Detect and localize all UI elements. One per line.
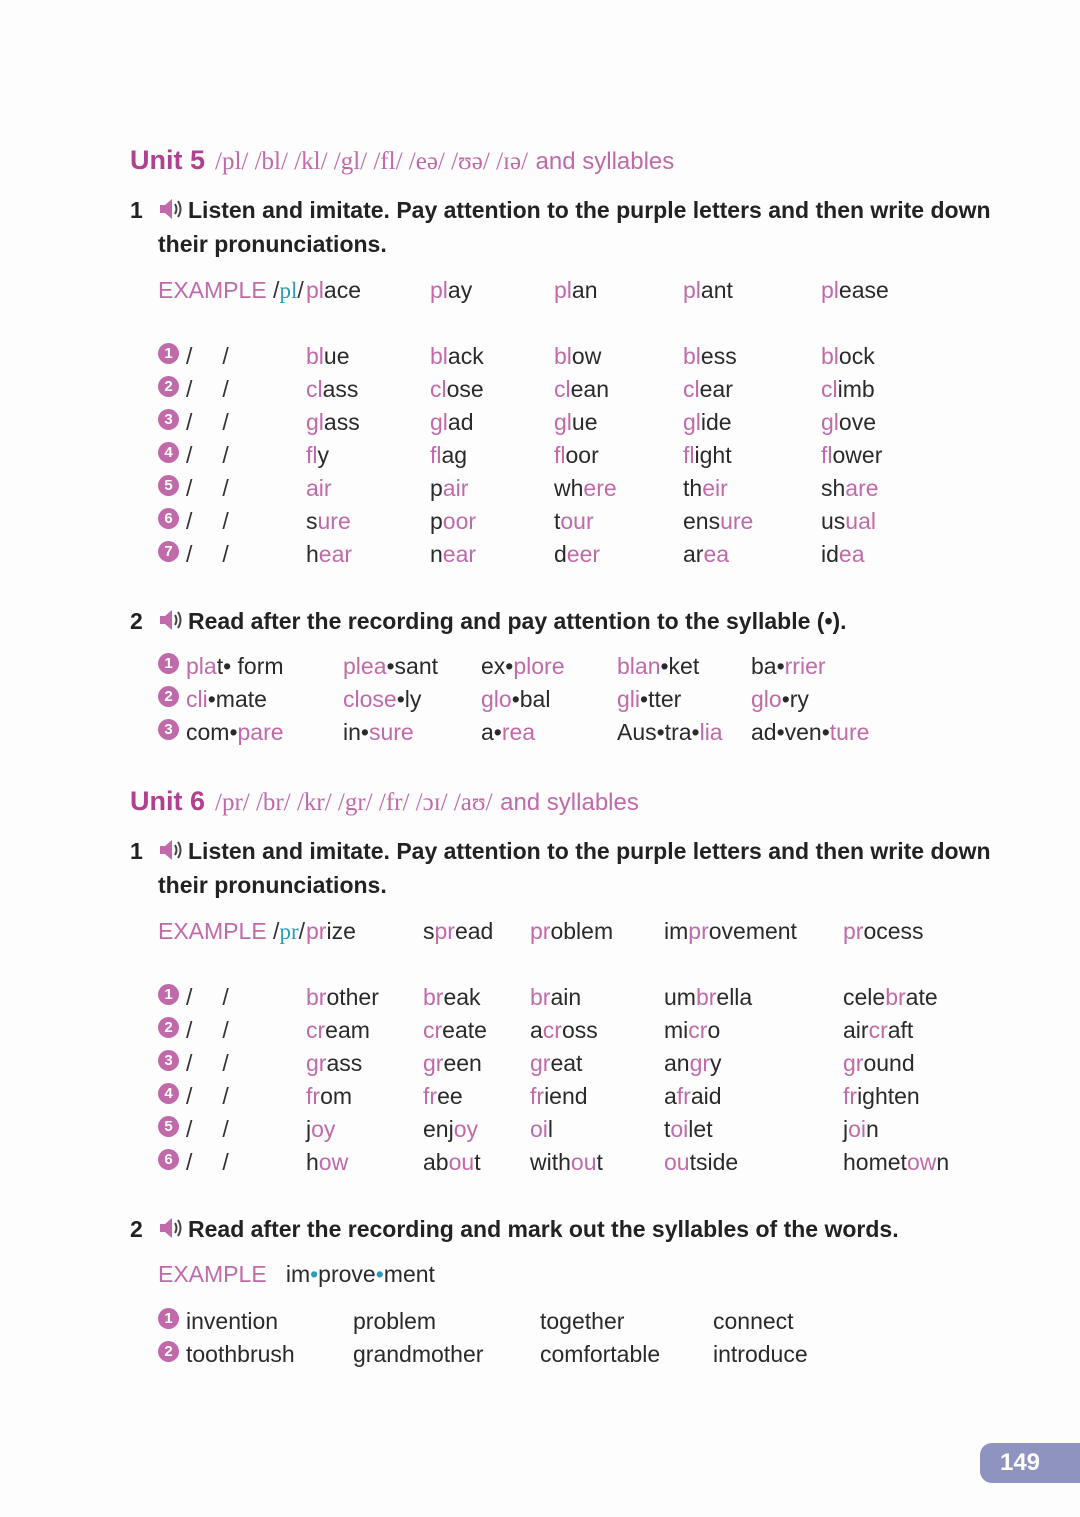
answer-slashes[interactable]: / / — [186, 508, 229, 534]
word: join — [843, 1116, 879, 1142]
item-number: 2 — [158, 1017, 185, 1039]
word: introduce — [713, 1341, 808, 1367]
answer-slashes[interactable]: / / — [186, 1017, 229, 1043]
word: afraid — [664, 1083, 722, 1109]
example-ipa: pr — [279, 919, 299, 944]
item-number: 1 — [158, 653, 185, 675]
word: plan — [554, 277, 598, 303]
word: ad•ven•ture — [751, 719, 870, 745]
task-number: 1 — [130, 197, 143, 223]
word: place — [306, 277, 361, 303]
word: glue — [554, 409, 598, 435]
item-number: 1 — [158, 1308, 185, 1330]
word: block — [821, 343, 875, 369]
unit5-ipa: /pl/ /bl/ /kl/ /gl/ /fl/ /eə/ /ʊə/ /ɪə/ — [215, 148, 529, 175]
word: free — [423, 1083, 463, 1109]
word: angry — [664, 1050, 722, 1076]
word: aircraft — [843, 1017, 914, 1043]
word: please — [821, 277, 889, 303]
word: ground — [843, 1050, 915, 1076]
word: invention — [186, 1308, 279, 1334]
answer-slashes[interactable]: / / — [186, 541, 229, 567]
item-number: 2 — [158, 686, 185, 708]
word: usual — [821, 508, 876, 534]
item-number: 7 — [158, 541, 185, 563]
word: create — [423, 1017, 487, 1043]
word: connect — [713, 1308, 794, 1334]
word: prize — [306, 918, 356, 944]
word: cli•mate — [186, 686, 267, 712]
word: ex•plore — [481, 653, 565, 679]
word: green — [423, 1050, 482, 1076]
word: toothbrush — [186, 1341, 295, 1367]
speaker-icon[interactable] — [158, 196, 184, 220]
word: glo•ry — [751, 686, 809, 712]
word: grandmother — [353, 1341, 484, 1367]
item-number: 3 — [158, 719, 185, 741]
word: flower — [821, 442, 883, 468]
word: plea•sant — [343, 653, 439, 679]
answer-slashes[interactable]: / / — [186, 1149, 229, 1175]
speaker-icon[interactable] — [158, 837, 184, 861]
word: glo•bal — [481, 686, 551, 712]
answer-slashes[interactable]: / / — [186, 376, 229, 402]
answer-slashes[interactable]: / / — [186, 984, 229, 1010]
word: friend — [530, 1083, 588, 1109]
item-number: 1 — [158, 984, 185, 1006]
word: clear — [683, 376, 733, 402]
word: gli•tter — [617, 686, 682, 712]
word: micro — [664, 1017, 721, 1043]
item-number: 4 — [158, 442, 185, 464]
item-number: 6 — [158, 508, 185, 530]
word: glass — [306, 409, 360, 435]
word: sure — [306, 508, 351, 534]
word: black — [430, 343, 484, 369]
task-number: 2 — [130, 1216, 143, 1242]
unit6-task2-example: EXAMPLE im•prove•ment — [158, 1261, 435, 1287]
word: grass — [306, 1050, 363, 1076]
word: air — [306, 475, 332, 501]
word: great — [530, 1050, 583, 1076]
word: enjoy — [423, 1116, 478, 1142]
word: oil — [530, 1116, 554, 1142]
word: together — [540, 1308, 625, 1334]
example-label: EXAMPLE — [158, 277, 267, 303]
speaker-icon[interactable] — [158, 607, 184, 631]
word: glad — [430, 409, 474, 435]
word: from — [306, 1083, 353, 1109]
word: flight — [683, 442, 732, 468]
word: deer — [554, 541, 601, 567]
word: near — [430, 541, 477, 567]
instruction-line2: their pronunciations. — [158, 872, 387, 898]
word: comfortable — [540, 1341, 661, 1367]
answer-slashes[interactable]: / / — [186, 442, 229, 468]
item-number: 3 — [158, 1050, 185, 1072]
unit6-tail: and syllables — [500, 789, 639, 816]
answer-slashes[interactable]: / / — [186, 1083, 229, 1109]
item-number: 2 — [158, 1341, 185, 1363]
word: plat• form — [186, 653, 284, 679]
word: brain — [530, 984, 582, 1010]
example-label: EXAMPLE — [158, 918, 267, 944]
word: plant — [683, 277, 733, 303]
word: spread — [423, 918, 494, 944]
word: frighten — [843, 1083, 920, 1109]
word: cream — [306, 1017, 370, 1043]
answer-slashes[interactable]: / / — [186, 475, 229, 501]
word: class — [306, 376, 359, 402]
syllable-part: im — [285, 1261, 311, 1287]
word: how — [306, 1149, 349, 1175]
task-number: 1 — [130, 838, 143, 864]
item-number: 5 — [158, 1116, 185, 1138]
word: close — [430, 376, 484, 402]
unit5-title-text: Unit 5 — [130, 145, 206, 175]
example-ipa: pl — [279, 278, 298, 303]
word: without — [530, 1149, 603, 1175]
item-number: 1 — [158, 343, 185, 365]
word: floor — [554, 442, 599, 468]
word: where — [554, 475, 617, 501]
word: idea — [821, 541, 865, 567]
page-number: 149 — [999, 1449, 1041, 1476]
word: umbrella — [664, 984, 753, 1010]
word: a•rea — [481, 719, 536, 745]
instruction-line1: Read after the recording and pay attention to the syllable (•). — [188, 608, 847, 634]
word: improvement — [664, 918, 797, 944]
word: their — [683, 475, 728, 501]
answer-slashes[interactable]: / / — [186, 343, 229, 369]
word: flag — [430, 442, 468, 468]
word: tour — [554, 508, 594, 534]
item-number: 4 — [158, 1083, 185, 1105]
item-number: 6 — [158, 1149, 185, 1171]
word: process — [843, 918, 924, 944]
word: brother — [306, 984, 379, 1010]
word: outside — [664, 1149, 739, 1175]
word: toilet — [664, 1116, 713, 1142]
unit5-task1-instruction — [130, 193, 991, 261]
unit5-example: EXAMPLE /pl/ — [158, 277, 304, 303]
answer-slashes[interactable]: / / — [186, 1116, 229, 1142]
unit6-task2-instruction — [130, 1212, 899, 1246]
syllable-part: ment — [383, 1261, 435, 1287]
word: blue — [306, 343, 350, 369]
word: poor — [430, 508, 477, 534]
word: glide — [683, 409, 732, 435]
instruction-line1: Read after the recording and mark out the syllables of the words. — [188, 1216, 899, 1242]
word: bless — [683, 343, 737, 369]
word: play — [430, 277, 473, 303]
word: blan•ket — [617, 653, 700, 679]
word: problem — [530, 918, 614, 944]
word: in•sure — [343, 719, 414, 745]
instruction-line1: Listen and imitate. Pay attention to the purple letters and then write down — [188, 838, 991, 864]
unit6-title-text: Unit 6 — [130, 786, 206, 816]
word: joy — [306, 1116, 336, 1142]
answer-slashes[interactable]: / / — [186, 409, 229, 435]
word: share — [821, 475, 879, 501]
word: close•ly — [343, 686, 422, 712]
task-number: 2 — [130, 608, 143, 634]
item-number: 2 — [158, 376, 185, 398]
word: area — [683, 541, 730, 567]
word: hometown — [843, 1149, 950, 1175]
answer-slashes[interactable]: / / — [186, 1050, 229, 1076]
unit6-example: EXAMPLE /pr/ — [158, 918, 305, 944]
word: Aus•tra•lia — [617, 719, 723, 745]
example-label: EXAMPLE — [158, 1261, 267, 1287]
item-number: 3 — [158, 409, 185, 431]
instruction-line2: their pronunciations. — [158, 231, 387, 257]
word: problem — [353, 1308, 437, 1334]
unit5-title — [130, 145, 674, 176]
item-number: 5 — [158, 475, 185, 497]
word: blow — [554, 343, 602, 369]
word: about — [423, 1149, 481, 1175]
instruction-line1: Listen and imitate. Pay attention to the purple letters and then write down — [188, 197, 991, 223]
unit6-title — [130, 786, 639, 817]
unit6-task1-instruction — [130, 834, 991, 902]
unit5-task2-instruction — [130, 604, 847, 638]
word: ensure — [683, 508, 754, 534]
word: clean — [554, 376, 609, 402]
speaker-icon[interactable] — [158, 1215, 184, 1239]
word: break — [423, 984, 481, 1010]
word: fly — [306, 442, 329, 468]
word: glove — [821, 409, 876, 435]
word: across — [530, 1017, 598, 1043]
page-number-tab — [980, 1443, 1080, 1483]
word: celebrate — [843, 984, 938, 1010]
word: hear — [306, 541, 353, 567]
syllable-part: prove — [318, 1261, 376, 1287]
word: com•pare — [186, 719, 284, 745]
unit5-tail: and syllables — [535, 148, 675, 175]
unit6-ipa: /pr/ /br/ /kr/ /gr/ /fr/ /ɔɪ/ /aʊ/ — [215, 789, 493, 816]
word: climb — [821, 376, 875, 402]
word: pair — [430, 475, 469, 501]
word: ba•rrier — [751, 653, 826, 679]
